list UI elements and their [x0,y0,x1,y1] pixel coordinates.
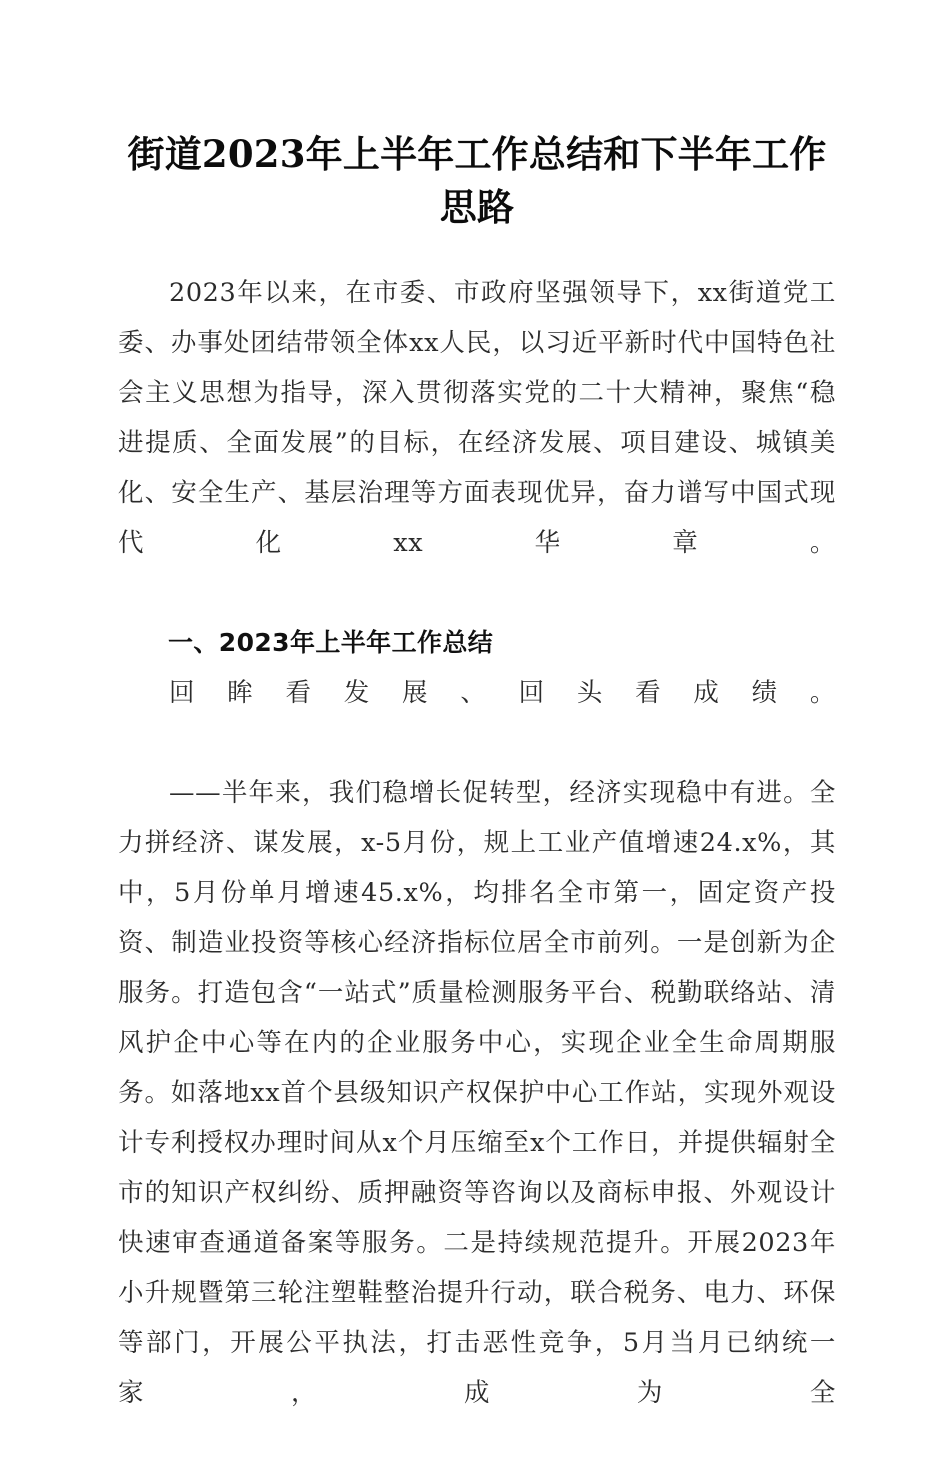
page-title: 街道2023年上半年工作总结和下半年工作思路 [127,132,827,229]
section-one-paragraph-one: ——半年来，我们稳增长促转型，经济实现稳中有进。全力拼经济、谋发展，x-5月份，规上工业产值增速24.x%，其中，5月份单月增速45.x%，均排名全市第一，固定资产投资、制造业投资等核心经济指标位居全市前列。一是创新为企服务。打造包含“一站式”质量检测服务平台、税勤联络站、清风护企中心等在内的企业服务中心，实现企业全生命周期服务。如落地xx首个县级知识产权保护中心工作站，实现外观设计专利授权办理时间从x个月压缩至x个工作日，并提供辐射全市的知识产权纠纷、质押融资等咨询以及商标申报、外观设计快速审查通道备案等服务。二是持续规范提升。开展2023年小升规暨第三轮注塑鞋整治提升行动，联合税务、电力、环保等部门，开展公平执法，打击恶性竞争，5月当月已纳统一家，成为全 [118,778,836,1408]
section-heading-one: 一、2023年上半年工作总结 [168,628,494,657]
document-content [118,268,836,1468]
intro-paragraph: 2023年以来，在市委、市政府坚强领导下，xx街道党工委、办事处团结带领全体xx人民，以习近平新时代中国特色社会主义思想为指导，深入贯彻落实党的二十大精神，聚焦“稳进提质、全面发展”的目标，在经济发展、项目建设、城镇美化、安全生产、基层治理等方面表现优异，奋力谱写中国式现代化xx华章。 [118,278,836,558]
section-one-lead-paragraph: 回眸看发展、回头看成绩。 [169,678,836,708]
